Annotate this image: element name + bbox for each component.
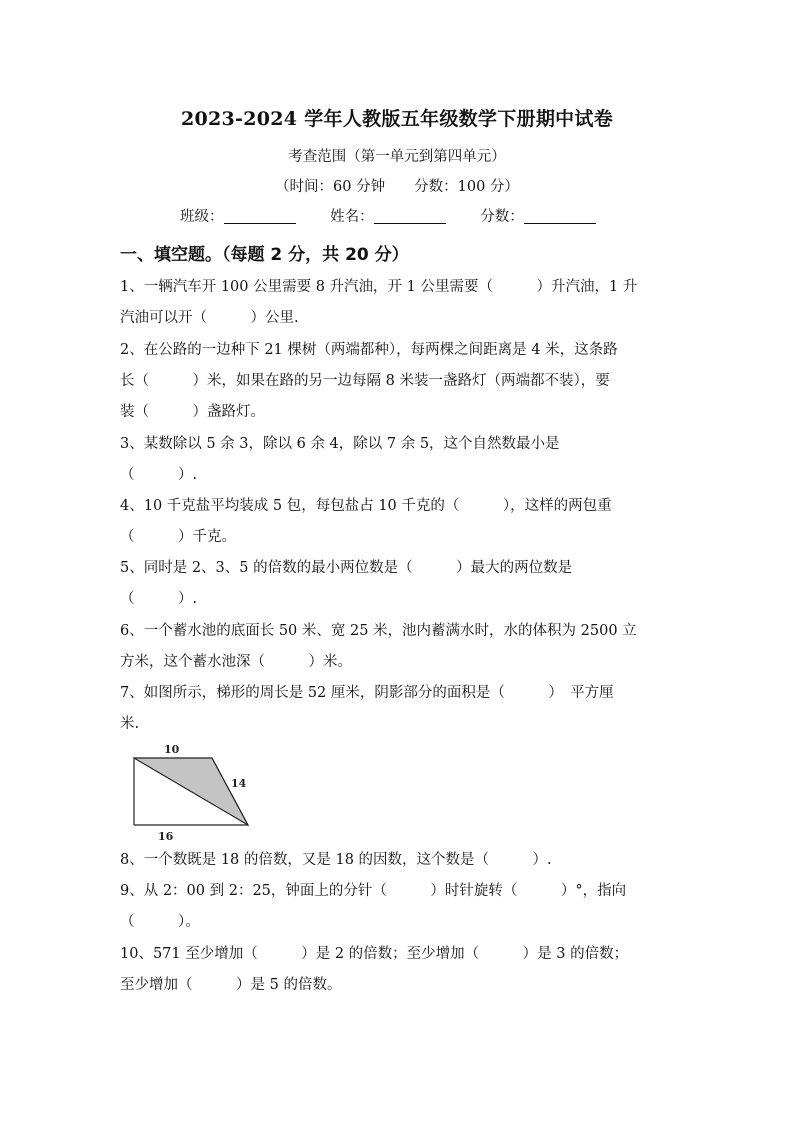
question-2: [120, 335, 676, 428]
question-6: [120, 616, 676, 678]
score-blank[interactable]: [524, 209, 596, 224]
time-and-score: （时间：60 分钟 分数：100 分）: [275, 179, 519, 195]
question-line: 4、10 千克盐平均装成 5 包，每包盐占 10 千克的（ ），这样的两包重: [120, 498, 612, 514]
section-heading: 一、填空题。（每题 2 分，共 20 分）: [120, 245, 409, 265]
question-9: [120, 876, 676, 938]
question-1: [120, 272, 676, 334]
class-blank[interactable]: [224, 209, 296, 224]
question-line: 5、同时是 2、3、5 的倍数的最小两位数是（ ）最大的两位数是: [120, 560, 573, 576]
question-line: 3、某数除以 5 余 3，除以 6 余 4，除以 7 余 5，这个自然数最小是: [120, 436, 560, 452]
question-line: 10、571 至少增加（ ）是 2 的倍数；至少增加（ ）是 3 的倍数；: [120, 946, 629, 962]
question-line: 长（ ）米，如果在路的另一边每隔 8 米装一盏路灯（两端都不装），要: [120, 373, 610, 389]
question-line: 6、一个蓄水池的底面长 50 米、宽 25 米，池内蓄满水时，水的体积为 2500 立: [120, 623, 637, 639]
question-line: 装（ ）盏路灯。: [120, 404, 265, 420]
right-length-label: 14: [231, 777, 247, 790]
question-line: （ ）.: [120, 467, 198, 483]
exam-scope: 考查范围（第一单元到第四单元）: [288, 149, 506, 165]
question-line: 方米，这个蓄水池深（ ）米。: [120, 654, 352, 670]
name-label: 姓名：: [330, 209, 374, 225]
question-line: 至少增加（ ）是 5 的倍数。: [120, 977, 342, 993]
question-line: （ ）。: [120, 914, 200, 930]
question-line: （ ）千克。: [120, 529, 236, 545]
question-line: 8、一个数既是 18 的倍数，又是 18 的因数，这个数是（ ）.: [120, 852, 552, 868]
score-label: 分数：: [480, 209, 524, 225]
question-5: [120, 553, 676, 615]
question-line: 2、在公路的一边种下 21 棵树（两端都种），每两棵之间距离是 4 米，这条路: [120, 342, 618, 358]
question-8: [120, 845, 676, 876]
question-line: 汽油可以开（ ）公里.: [120, 310, 299, 326]
trapezoid-figure: [126, 738, 266, 844]
name-blank[interactable]: [374, 209, 446, 224]
question-7: [120, 678, 676, 740]
bottom-length-label: 16: [158, 830, 174, 843]
question-3: [120, 429, 676, 491]
student-info-row: [180, 205, 626, 226]
question-line: 米.: [120, 716, 140, 732]
question-4: [120, 491, 676, 553]
question-10: [120, 939, 676, 1001]
question-line: 1、一辆汽车开 100 公里需要 8 升汽油，开 1 公里需要（ ）升汽油，1 升: [120, 279, 638, 295]
top-length-label: 10: [164, 743, 180, 756]
question-line: （ ）.: [120, 591, 198, 607]
exam-title: 2023-2024 学年人教版五年级数学下册期中试卷: [180, 108, 614, 130]
question-line: 7、如图所示，梯形的周长是 52 厘米，阴影部分的面积是（ ） 平方厘: [120, 685, 614, 701]
class-label: 班级：: [180, 209, 224, 225]
question-line: 9、从 2：00 到 2：25，钟面上的分针（ ）时针旋转（ ）°，指向: [120, 883, 627, 899]
